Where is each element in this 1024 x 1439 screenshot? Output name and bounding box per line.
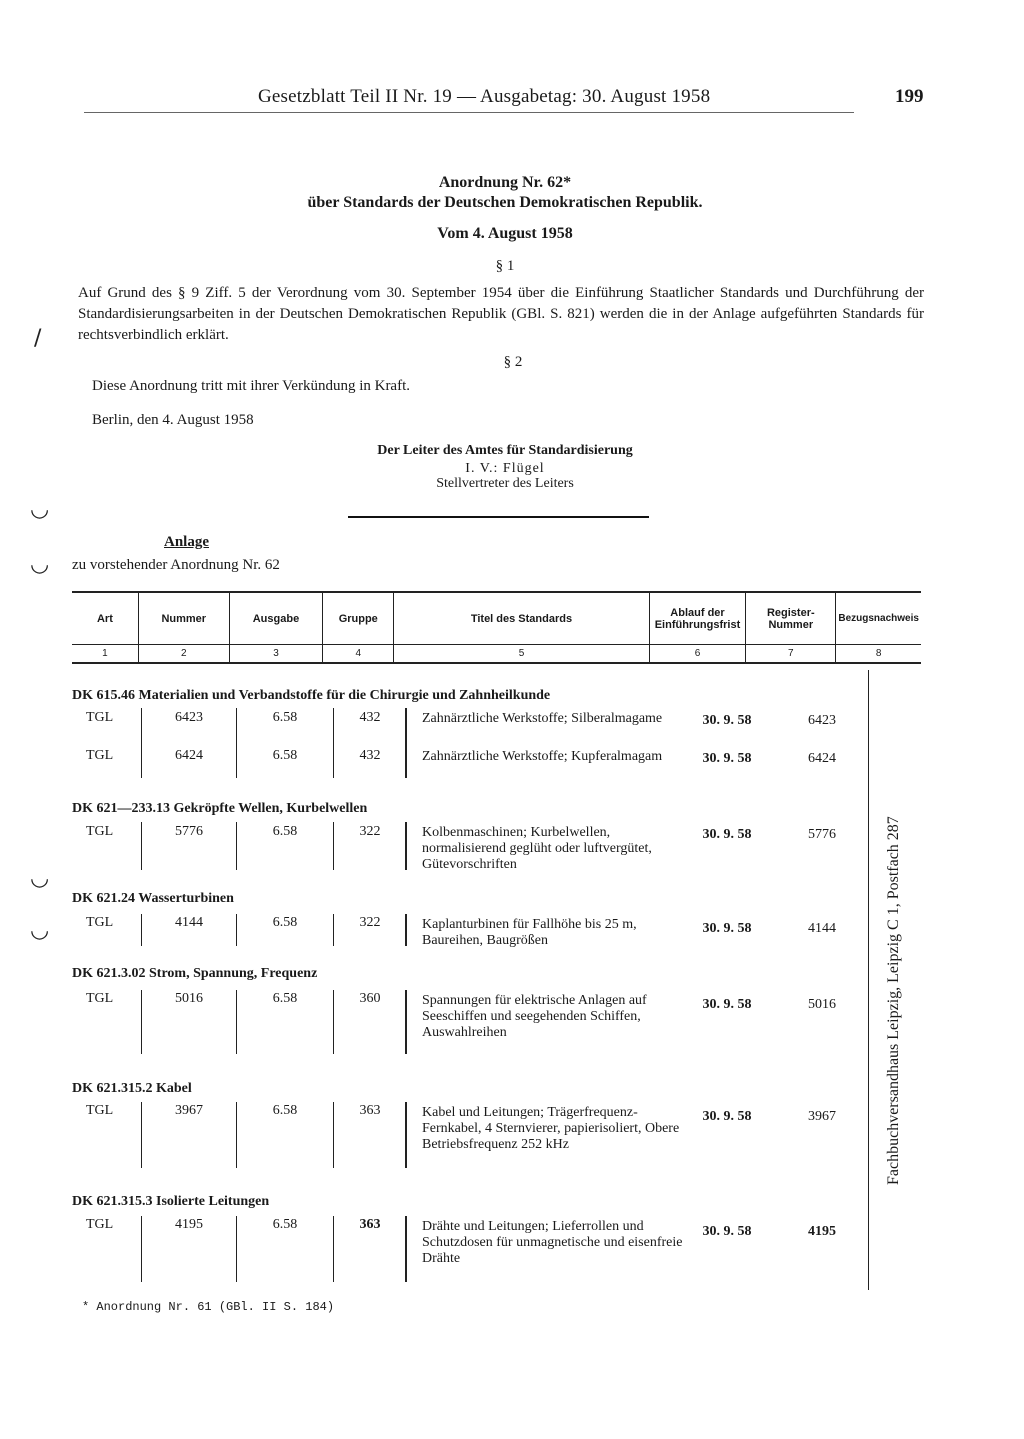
row-divider [405,914,407,946]
cell-titel: Drähte und Leitungen; Lieferrollen und Schutzdosen für unmagnetische und eisenfreie Drähte [422,1219,683,1266]
group-heading: DK 621.3.02 Strom, Spannung, Frequenz [72,966,318,981]
margin-mark: ◡ [30,497,50,522]
cell-nummer: 4195 [175,1217,203,1232]
col-index: 3 [229,645,323,664]
cell-register: 5776 [808,827,836,842]
col-index: 8 [836,645,921,664]
row-divider [333,990,334,1054]
cell-frist: 30. 9. 58 [702,997,752,1012]
cell-gruppe: 432 [359,710,381,725]
bezug-vertical-text: Fachbuchversandhaus Leipzig, Leipzig C 1, Postfach 287 [885,816,902,1185]
cell-frist: 30. 9. 58 [702,713,752,728]
cell-art: TGL [86,915,114,930]
col-header-bezug: Bezugsnachweis [836,592,921,645]
cell-frist: 30. 9. 58 [702,1224,752,1239]
cell-art: TGL [86,824,114,839]
cell-ausgabe: 6.58 [272,824,298,839]
col-header-art: Art [72,592,138,645]
margin-mark: ◡ [30,918,50,943]
cell-ausgabe: 6.58 [272,915,298,930]
col-index: 2 [138,645,229,664]
cell-nummer: 5016 [175,991,203,1006]
row-divider [405,1216,407,1282]
margin-mark: / [34,326,42,351]
signature-role: Stellvertreter des Leiters [436,476,574,491]
cell-titel: Kolbenmaschinen; Kurbelwellen, normalisierend geglüht oder luftvergütet, Gütevorschriften [422,825,652,872]
cell-titel: Kabel und Leitungen; Trägerfrequenz-Fernkabel, 4 Sternvierer, papierisoliert, Obere Betriebsfrequenz 252 kHz [422,1105,680,1152]
group-heading: DK 621.315.3 Isolierte Leitungen [72,1194,270,1209]
cell-ausgabe: 6.58 [272,991,298,1006]
section-1-text: Auf Grund des § 9 Ziff. 5 der Verordnung vom 30. September 1954 über die Einführung Staatlicher Standards und Durchführung der Standardisierungsarbeiten in der Deutschen Demokratischen Republik (GBl. S. 821) werden die in der Anlage aufgeführten Standards für rechtsverbindlich erklärt. [78,285,924,343]
annex-subtitle: zu vorstehender Anordnung Nr. 62 [72,557,280,573]
col-index: 4 [323,645,394,664]
cell-art: TGL [86,1103,114,1118]
cell-nummer: 3967 [175,1103,203,1118]
group-heading: DK 621.24 Wasserturbinen [72,891,234,906]
cell-ausgabe: 6.58 [272,748,298,763]
signature-rule [348,516,649,518]
col-header-titel: Titel des Standards [394,592,650,645]
row-divider [236,708,237,778]
row-divider [236,914,237,946]
margin-mark: ◡ [30,866,50,891]
bezug-column-line [868,670,869,1290]
annex-title: Anlage [164,534,209,550]
cell-frist: 30. 9. 58 [702,827,752,842]
row-divider [333,914,334,946]
section-2-text: Diese Anordnung tritt mit ihrer Verkündung in Kraft. [92,378,411,394]
row-divider [141,914,142,946]
col-header-ausgabe: Ausgabe [229,592,323,645]
place-date: Berlin, den 4. August 1958 [92,412,254,428]
row-divider [405,822,407,870]
signature-name: I. V.: Flügel [465,461,545,476]
cell-register: 6424 [808,751,836,766]
cell-ausgabe: 6.58 [272,1103,298,1118]
row-divider [236,822,237,870]
col-header-nummer: Nummer [138,592,229,645]
cell-art: TGL [86,1217,114,1232]
section-1-heading: § 1 [495,258,515,274]
cell-ausgabe: 6.58 [272,710,298,725]
running-header: Gesetzblatt Teil II Nr. 19 — Ausgabetag: 30. August 1958 [258,86,711,107]
col-header-gruppe: Gruppe [323,592,394,645]
row-divider [141,1216,142,1282]
row-divider [141,708,142,778]
cell-gruppe: 363 [359,1217,381,1232]
cell-nummer: 6423 [175,710,203,725]
group-heading: DK 615.46 Materialien und Verbandstoffe für die Chirurgie und Zahnheilkunde [72,688,551,703]
cell-titel: Zahnärztliche Werkstoffe; Kupferalmagam [422,749,663,764]
col-index: 6 [649,645,746,664]
row-divider [405,708,407,778]
cell-titel: Zahnärztliche Werkstoffe; Silberalmagame [422,711,663,726]
cell-gruppe: 363 [359,1103,381,1118]
cell-frist: 30. 9. 58 [702,751,752,766]
decree-date: Vom 4. August 1958 [437,225,573,242]
cell-register: 6423 [808,713,836,728]
row-divider [141,1102,142,1168]
col-header-register: Register-Nummer [746,592,836,645]
decree-title: Anordnung Nr. 62* [438,174,572,191]
page-number: 199 [895,86,924,107]
cell-register: 4144 [808,921,836,936]
cell-nummer: 4144 [175,915,203,930]
cell-art: TGL [86,710,114,725]
row-divider [236,1216,237,1282]
col-index: 5 [394,645,650,664]
cell-frist: 30. 9. 58 [702,1109,752,1124]
cell-art: TGL [86,991,114,1006]
group-heading: DK 621.315.2 Kabel [72,1081,192,1096]
cell-ausgabe: 6.58 [272,1217,298,1232]
signature-office: Der Leiter des Amtes für Standardisierung [377,443,633,458]
row-divider [333,1102,334,1168]
row-divider [333,1216,334,1282]
standards-table-header [72,591,921,664]
cell-gruppe: 360 [359,991,381,1006]
cell-art: TGL [86,748,114,763]
row-divider [333,708,334,778]
cell-frist: 30. 9. 58 [702,921,752,936]
row-divider [236,1102,237,1168]
cell-gruppe: 432 [359,748,381,763]
row-divider [333,822,334,870]
row-divider [405,1102,407,1168]
row-divider [236,990,237,1054]
col-index: 1 [72,645,138,664]
cell-titel: Kaplanturbinen für Fallhöhe bis 25 m, Baureihen, Baugrößen [422,917,637,948]
col-header-frist: Ablauf der Einführungsfrist [649,592,746,645]
group-heading: DK 621—233.13 Gekröpfte Wellen, Kurbelwellen [72,801,368,816]
cell-register: 4195 [808,1224,836,1239]
section-2-heading: § 2 [503,354,523,370]
cell-titel: Spannungen für elektrische Anlagen auf Seeschiffen und seegehenden Schiffen, Auswahlreihen [422,993,647,1040]
decree-subtitle: über Standards der Deutschen Demokratischen Republik. [307,194,703,211]
row-divider [405,990,407,1054]
cell-register: 5016 [808,997,836,1012]
row-divider [141,990,142,1054]
cell-register: 3967 [808,1109,836,1124]
margin-mark: ◡ [30,552,50,577]
footnote: * Anordnung Nr. 61 (GBl. II S. 184) [82,1300,335,1314]
cell-nummer: 6424 [175,748,203,763]
row-divider [141,822,142,870]
cell-nummer: 5776 [175,824,203,839]
col-index: 7 [746,645,836,664]
cell-gruppe: 322 [359,824,381,839]
cell-gruppe: 322 [359,915,381,930]
header-rule [84,112,854,113]
